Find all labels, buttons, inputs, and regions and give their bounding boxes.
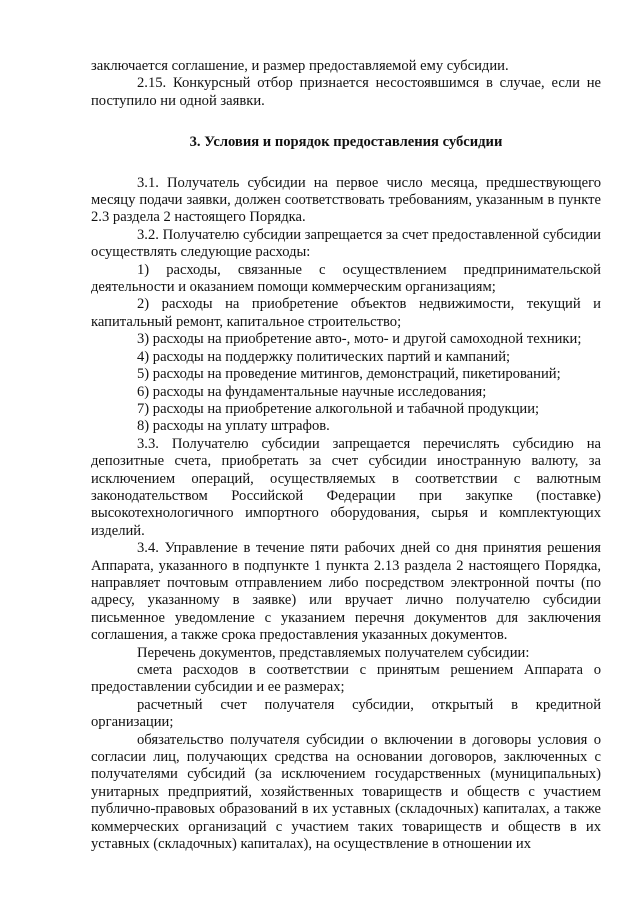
- list-item-8: 8) расходы на уплату штрафов.: [137, 418, 330, 435]
- paragraph-3-3: 3.3. Получателю субсидии запрещается перечислять субсидию на депозитные счета, приобретать за счет субсидии иностранную валюту, за исключением операций, осуществляемых в соответствии с валютным законодательством Российской Федерации при закупке (поставке) высокотехнологичного импортного оборудования, сырья и комплектующих изделий.: [91, 435, 601, 539]
- list-item-3: 3) расходы на приобретение авто-, мото- и другой самоходной техники;: [137, 331, 582, 348]
- list-item-1: 1) расходы, связанные с осуществлением предпринимательской деятельности и оказанием помощи коммерческим организациям;: [91, 261, 601, 296]
- paragraph-3-2: 3.2. Получателю субсидии запрещается за счет предоставленной субсидии осуществлять следующие расходы:: [91, 226, 601, 261]
- list-item-4: 4) расходы на поддержку политических партий и кампаний;: [137, 348, 511, 365]
- paragraph-3-4: 3.4. Управление в течение пяти рабочих дней со дня принятия решения Аппарата, указанного в подпункте 1 пункта 2.13 раздела 2 настоящего Порядка, направляет почтовым отправлением либо посредством электронной почты (по адресу, указанному в заявке) или вручает лично получателю субсидии письменное уведомление с указанием перечня документов для заключения соглашения, а также срока предоставления указанных документов.: [91, 540, 601, 644]
- list-item-7: 7) расходы на приобретение алкогольной и табачной продукции;: [137, 400, 540, 417]
- list-item-6: 6) расходы на фундаментальные научные исследования;: [137, 383, 487, 400]
- document-page: [91, 58, 601, 853]
- paragraph-3-1: 3.1. Получатель субсидии на первое число месяца, предшествующего месяцу подачи заявки, должен соответствовать требованиям, указанным в пункте 2.3 раздела 2 настоящего Порядка.: [91, 174, 601, 226]
- document-item-estimate: смета расходов в соответствии с принятым решением Аппарата о предоставлении субсидии и ее размерах;: [91, 662, 601, 696]
- list-item-5: 5) расходы на проведение митингов, демонстраций, пикетирований;: [137, 366, 561, 383]
- documents-list-intro: Перечень документов, представляемых получателем субсидии:: [137, 644, 530, 661]
- list-item-2: 2) расходы на приобретение объектов недвижимости, текущий и капитальный ремонт, капитальное строительство;: [91, 296, 601, 330]
- paragraph-continuation: заключается соглашение, и размер предоставляемой ему субсидии.: [91, 58, 509, 74]
- document-item-obligation: обязательство получателя субсидии о включении в договоры условия о согласии лиц, получающих средства на основании договоров, заключенных с получателями субсидий (за исключением государственных (муниципальных) унитарных предприятий, хозяйственных товариществ и обществ с участием публично-правовых образований в их уставных (складочных) капиталах, а также коммерческих организаций с участием таких товариществ и обществ в их уставных (складочных) капиталах), на осуществление в отношении их: [91, 731, 601, 853]
- paragraph-2-15: 2.15. Конкурсный отбор признается несостоявшимся в случае, если не поступило ни одной заявки.: [91, 75, 601, 109]
- section-heading: 3. Условия и порядок предоставления субсидии: [189, 134, 503, 151]
- document-item-account: расчетный счет получателя субсидии, открытый в кредитной организации;: [91, 696, 601, 731]
